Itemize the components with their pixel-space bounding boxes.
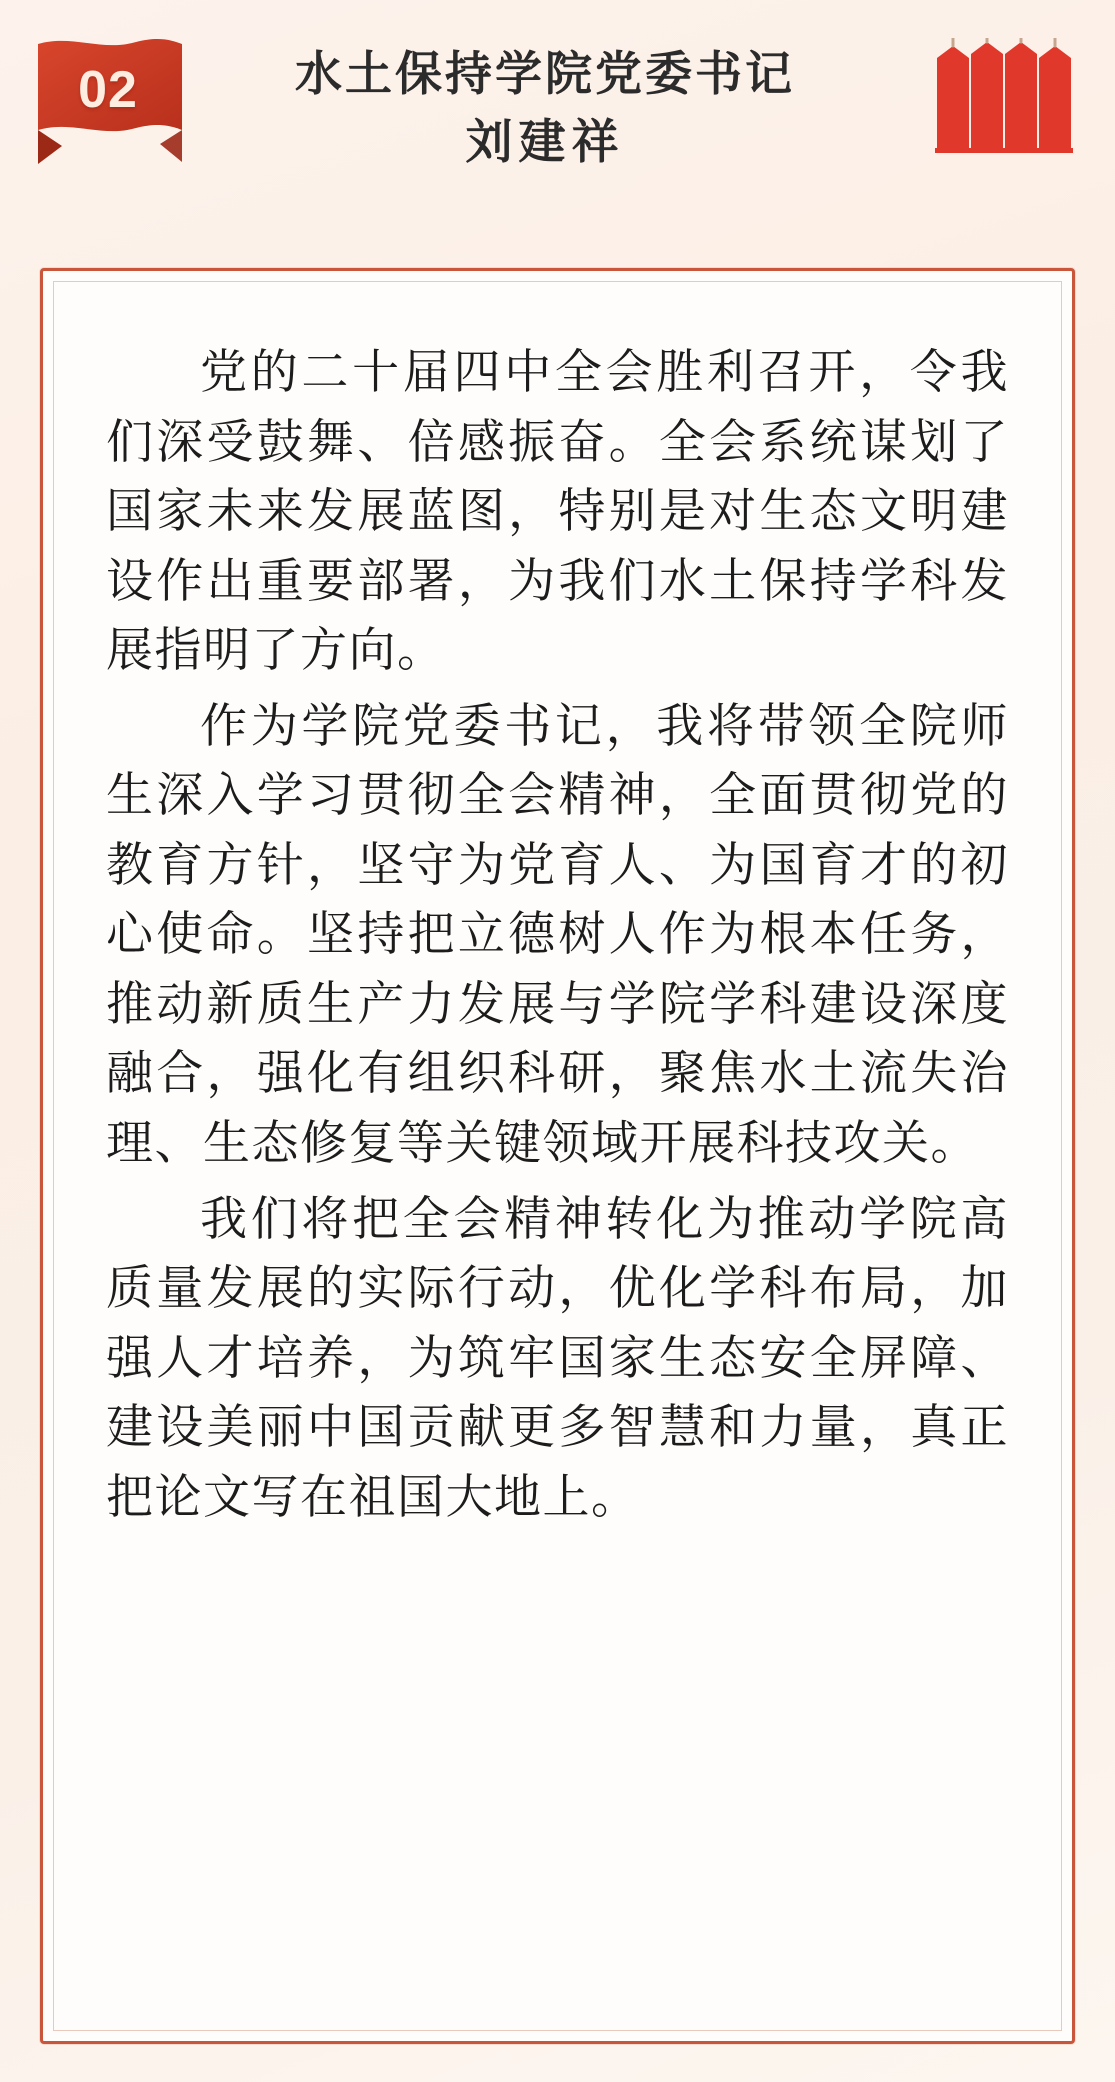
body-paragraph: 我们将把全会精神转化为推动学院高质量发展的实际行动，优化学科布局，加强人才培养，为筑牢国家生态安全屏障、建设美丽中国贡献更多智慧和力量，真正把论文写在祖国大地上。 [106, 1191, 1009, 1525]
content-card [40, 268, 1075, 2044]
content-card-inner [53, 281, 1062, 2031]
title-line-primary: 水土保持学院党委书记 [295, 47, 795, 100]
body-paragraph: 作为学院党委书记，我将带领全院师生深入学习贯彻全会精神，全面贯彻党的教育方针，坚守为党育人、为国育才的初心使命。坚持把立德树人作为根本任务，推动新质生产力发展与学院学科建设深度融合，强化有组织科研，聚焦水土流失治理、生态修复等关键领域开展科技攻关。 [106, 698, 1009, 1172]
content-card-wrapper [40, 268, 1075, 2044]
body-paragraph: 党的二十届四中全会胜利召开，令我们深受鼓舞、倍感振奋。全会系统谋划了国家未来发展蓝图，特别是对生态文明建设作出重要部署，为我们水土保持学科发展指明了方向。 [106, 345, 1009, 679]
page-header [0, 0, 1115, 232]
title-line-name: 刘建祥 [465, 115, 625, 169]
red-flags-icon [927, 38, 1087, 158]
page-title [200, 40, 890, 176]
badge-number: 02 [78, 61, 138, 119]
ribbon-banner-icon [32, 34, 198, 170]
